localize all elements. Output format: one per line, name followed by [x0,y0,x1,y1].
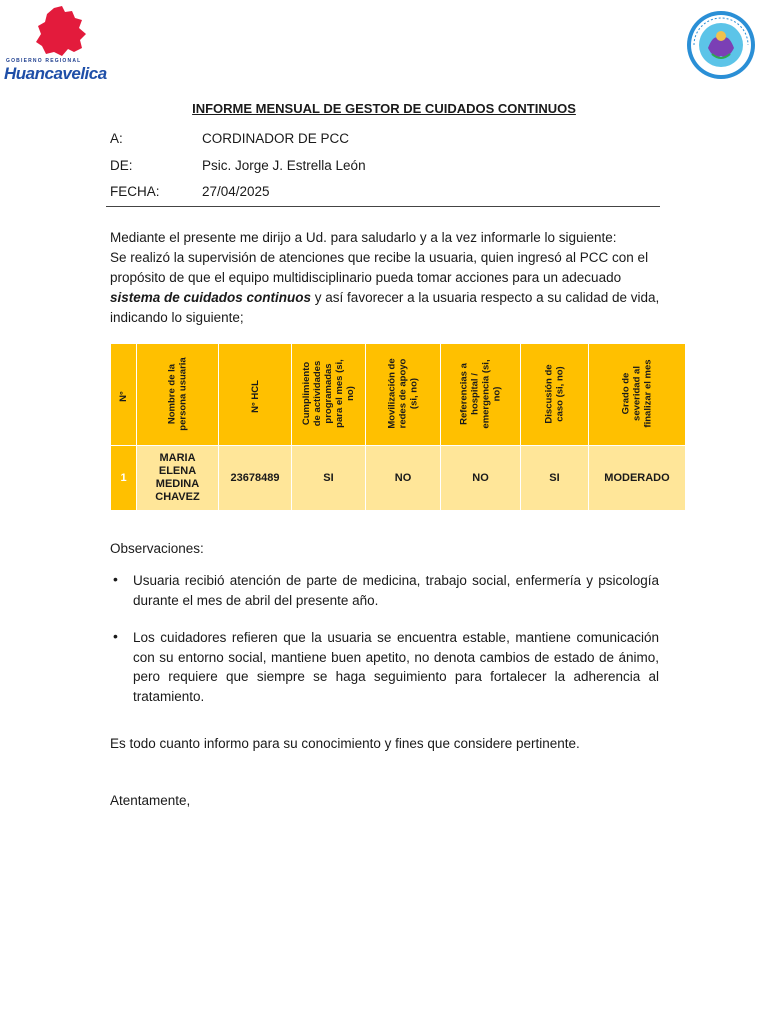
header-divider [106,206,660,207]
cell-hcl: 23678489 [219,446,292,511]
sender-label: DE: [110,158,133,173]
intro-body-start: Se realizó la supervisión de atenciones que recibe la usuaria, quien ingresó al PCC con el propósito de que el equipo multidisciplinario pueda tomar acciones para un adecuado [110,250,649,285]
intro-body-end: y así favorecer a la usuaria respecto a su calidad de vida, indicando lo siguiente; [110,290,660,325]
col-severity-header: Grado de severidad al finalizar el mes [589,344,686,446]
intro-body [110,248,662,328]
cell-referrals: NO [441,446,521,511]
col-patient-name-header: Nombre de la persona usuaria [137,344,219,446]
date-label: FECHA: [110,184,160,199]
observations-heading: Observaciones: [110,541,204,556]
col-referrals-header: Referencias a hospital / emergencia (si, no) [441,344,521,446]
bullet-icon: • [113,571,118,587]
closing-statement: Es todo cuanto informo para su conocimiento y fines que considere pertinente. [110,736,580,751]
date-value: 27/04/2025 [202,184,270,199]
logo-brand: Huancavelica [4,64,107,83]
document-title: INFORME MENSUAL DE GESTOR DE CUIDADOS CONTINUOS [192,101,576,116]
col-support-network-header: Movilización de redes de apoyo (si, no) [366,344,441,446]
col-number-header: N° [111,344,137,446]
cell-severity: MODERADO [589,446,686,511]
observation-item: Usuaria recibió atención de parte de medicina, trabajo social, enfermería y psicología durante el mes de abril del presente año. [133,573,659,608]
col-compliance-header: Cumplimiento de actividades programadas para el mes (si, no) [292,344,366,446]
regional-government-logo [4,6,116,82]
observation-item: Los cuidadores refieren que la usuaria se encuentra estable, mantiene comunicación con su entorno social, mantiene buen apetito, no denota cambios de estado de ánimo, pero requiere que siempre se haga seguimiento para fortalecer la adherencia al tratamiento. [133,630,659,704]
col-hcl-header: N° HCL [219,344,292,446]
table-header-row [111,344,686,446]
sender-value: Psic. Jorge J. Estrella León [202,158,366,173]
patient-report-table [110,343,686,511]
table-row [111,446,686,511]
cell-patient-name: MARIA ELENA MEDINA CHAVEZ [137,446,219,511]
intro-emphasis: sistema de cuidados continuos [110,290,312,305]
bullet-icon: • [113,628,118,644]
logo-subtitle: GOBIERNO REGIONAL [6,58,82,64]
region-map-icon [32,6,90,58]
recipient-value: CORDINADOR DE PCC [202,131,350,146]
cell-support-network: NO [366,446,441,511]
mental-health-center-seal-icon [684,10,758,80]
cell-case-discussion: SI [521,446,589,511]
col-case-discussion-header: Discusión de caso (si, no) [521,344,589,446]
cell-compliance: SI [292,446,366,511]
signoff: Atentamente, [110,793,191,808]
recipient-label: A: [110,131,123,146]
cell-number: 1 [111,446,137,511]
intro-greeting: Mediante el presente me dirijo a Ud. para saludarlo y a la vez informarle lo siguiente: [110,230,617,245]
intro-paragraph [110,228,662,328]
